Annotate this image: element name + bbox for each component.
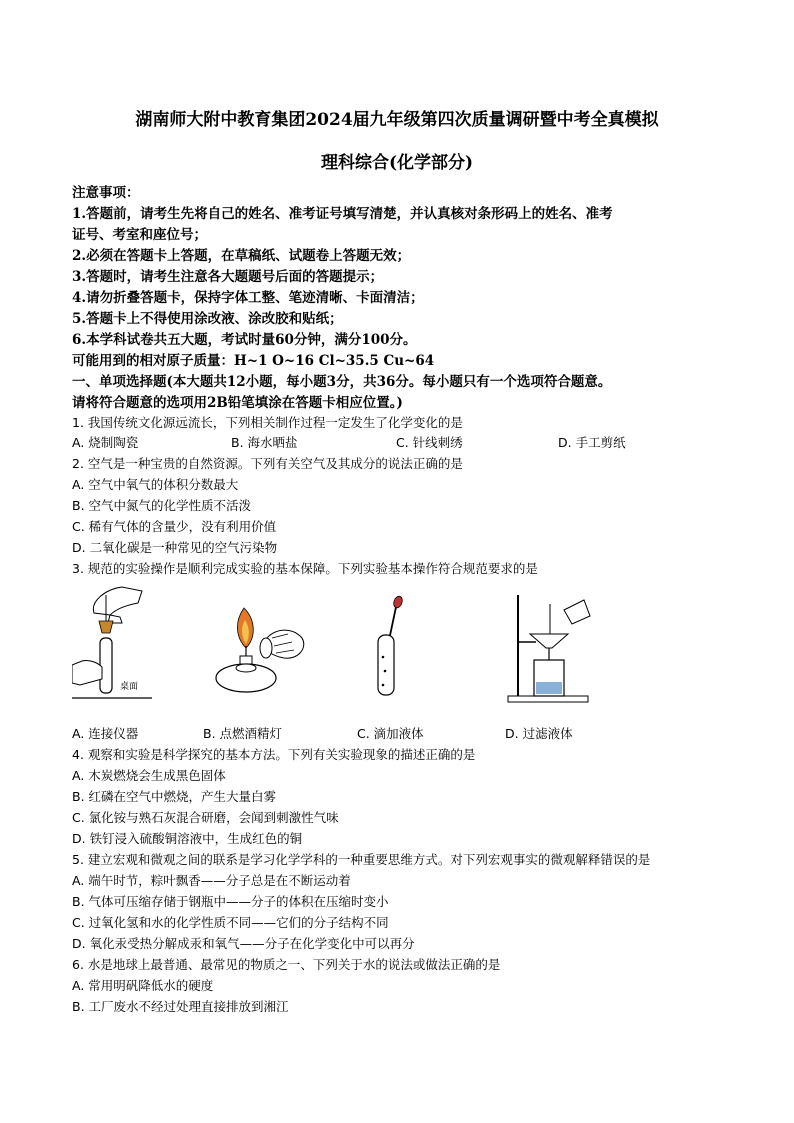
notes-heading: 注意事项： [72,185,140,201]
option-a: A. 连接仪器 [72,726,139,741]
note-line: 1.答题前，请考生先将自己的姓名、准考证号填写清楚，并认真核对条形码上的姓名、准考 [72,206,613,222]
section-heading: 一、单项选择题(本大题共12小题，每小题3分，共36分。每小题只有一个选项符合题意。 [72,374,612,390]
figure-alcohol-lamp [212,598,312,698]
question-5-stem: 5. 建立宏观和微观之间的联系是学习化学学科的一种重要思维方式。对下列宏观事实的微观解释错误的是 [72,852,651,867]
note-line: 4.请勿折叠答题卡，保持字体工整、笔迹清晰、卡面清洁； [72,290,424,306]
option-d: D. 过滤液体 [505,726,573,741]
question-2-stem: 2. 空气是一种宝贵的自然资源。下列有关空气及其成分的说法正确的是 [72,456,463,471]
question-6-stem: 6. 水是地球上最普通、最常见的物质之一、下列关于水的说法或做法正确的是 [72,957,501,972]
question-1-stem: 1. 我国传统文化源远流长，下列相关制作过程一定发生了化学变化的是 [72,415,463,430]
question-4-stem: 4. 观察和实验是科学探究的基本方法。下列有关实验现象的描述正确的是 [72,747,476,762]
option-c: C. 过氧化氢和水的化学性质不同——它们的分子结构不同 [72,915,389,930]
section-instruction: 请将符合题意的选项用2B铅笔填涂在答题卡相应位置。) [72,395,403,411]
option-b: B. 气体可压缩存储于钢瓶中——分子的体积在压缩时变小 [72,894,389,909]
option-a: A. 端午时节，粽叶飘香——分子总是在不断运动着 [72,873,351,888]
figure-dropper [370,595,410,700]
option-d: D. 铁钉浸入硫酸铜溶液中，生成红色的铜 [72,831,303,846]
note-line: 2.必须在答题卡上答题，在草稿纸、试题卷上答题无效； [72,248,411,264]
option-c: C. 稀有气体的含量少，没有利用价值 [72,519,277,534]
question-3-stem: 3. 规范的实验操作是顺利完成实验的基本保障。下列实验基本操作符合规范要求的是 [72,561,538,576]
option-b: B. 红磷在空气中燃烧，产生大量白雾 [72,789,277,804]
atomic-mass-line: 可能用到的相对原子质量：H~1 O~16 Cl~35.5 Cu~64 [72,353,435,369]
option-d: D. 氧化汞受热分解成汞和氧气——分子在化学变化中可以再分 [72,936,415,951]
option-b: B. 工厂废水不经过处理直接排放到湘江 [72,999,289,1014]
figure-connect-apparatus [72,583,152,708]
option-a: A. 烧制陶瓷 [72,435,139,450]
option-a: A. 空气中氧气的体积分数最大 [72,477,239,492]
figure-label-desk: 桌面 [120,682,139,692]
option-c: C. 氯化铵与熟石灰混合研磨，会闻到刺激性气味 [72,810,339,825]
option-d: D. 二氧化碳是一种常见的空气污染物 [72,540,278,555]
option-b: B. 空气中氮气的化学性质不活泼 [72,498,252,513]
option-b: B. 点燃酒精灯 [203,726,283,741]
figure-filtration [506,590,596,705]
option-d: D. 手工剪纸 [558,435,626,450]
note-line: 证号、考室和座位号； [72,227,207,243]
exam-subtitle: 理科综合(化学部分) [320,153,474,173]
option-c: C. 针线刺绣 [396,435,463,450]
option-b: B. 海水晒盐 [231,435,298,450]
note-line: 6.本学科试卷共五大题，考试时量60分钟，满分100分。 [72,332,417,348]
option-a: A. 常用明矾降低水的硬度 [72,978,214,993]
option-a: A. 木炭燃烧会生成黑色固体 [72,768,226,783]
option-c: C. 滴加液体 [357,726,424,741]
note-line: 3.答题时，请考生注意各大题题号后面的答题提示； [72,269,384,285]
exam-title: 湖南师大附中教育集团2024届九年级第四次质量调研暨中考全真模拟 [135,110,659,130]
note-line: 5.答题卡上不得使用涂改液、涂改胶和贴纸； [72,311,343,327]
